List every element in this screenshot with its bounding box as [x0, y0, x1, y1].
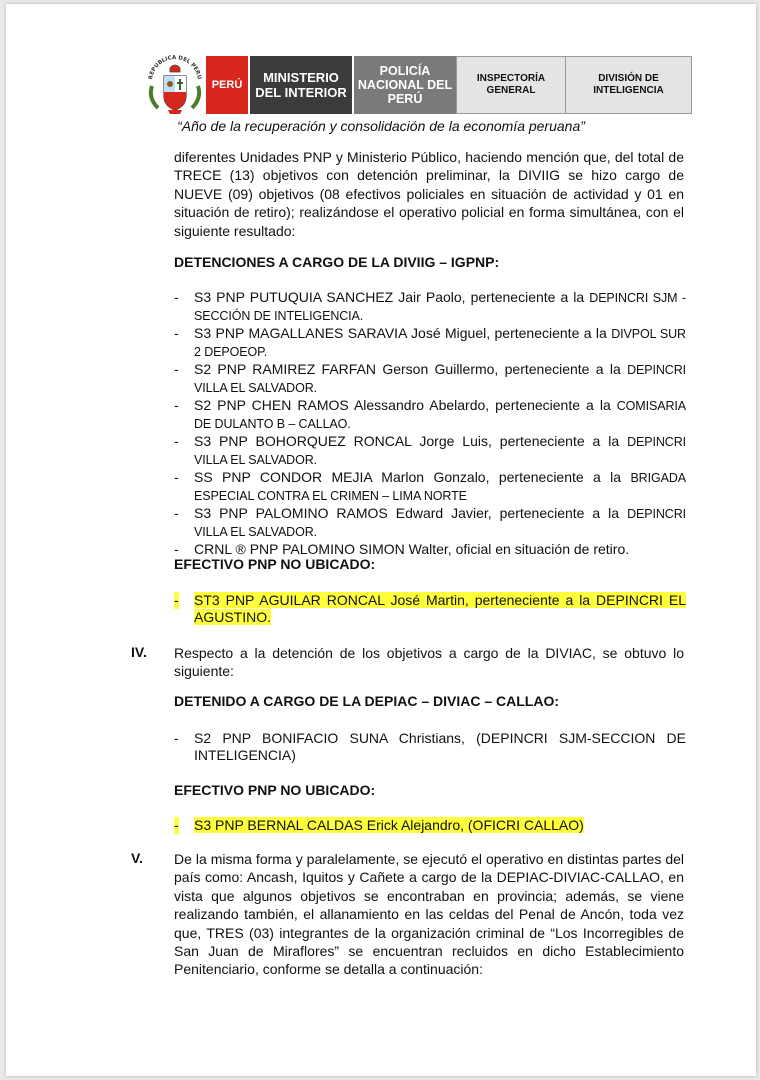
list-item: - S3 PNP PUTUQUIA SANCHEZ Jair Paolo, perteneciente a la DEPINCRI SJM - SECCIÓN DE INTELIGENCIA. [174, 289, 687, 323]
header-peru-label: PERÚ [206, 56, 248, 114]
year-motto: “Año de la recuperación y consolidación de la economía peruana” [177, 118, 585, 134]
document-page [6, 4, 756, 1076]
list-item: - S3 PNP PALOMINO RAMOS Edward Javier, perteneciente a la DEPINCRI VILLA EL SALVADOR. [174, 505, 687, 539]
list-item: - S3 PNP MAGALLANES SARAVIA José Miguel, perteneciente a la DIVPOL SUR 2 DEPOEOP. [174, 325, 686, 359]
detenciones-list [166, 289, 686, 558]
header-ministerio: MINISTERIO DEL INTERIOR [248, 56, 352, 114]
peru-coat-of-arms-icon [144, 52, 206, 118]
list-item: - CRNL ® PNP PALOMINO SIMON Walter, oficial en situación de retiro. [174, 541, 630, 557]
section-v-numeral: V. [131, 850, 143, 866]
highlighted-list-item: - ST3 PNP AGUILAR RONCAL José Martin, perteneciente a la DEPINCRI EL AGUSTINO. [174, 592, 686, 625]
list-item: - S2 PNP BONIFACIO SUNA Christians, (DEPINCRI SJM-SECCION DE INTELIGENCIA) [174, 730, 686, 763]
header-inspectoria: INSPECTORÍA GENERAL [456, 56, 566, 114]
list-item: - S3 PNP BOHORQUEZ RONCAL Jorge Luis, perteneciente a la DEPINCRI VILLA EL SALVADOR. [174, 433, 686, 467]
intro-paragraph: diferentes Unidades PNP y Ministerio Público, haciendo mención que, del total de TRECE (13) objetivos con detención preliminar, la DIVIIG se hizo cargo de NUEVE (09) objetivos (08 efectivos policiales en situación de actividad y 01 en situación de retiro); realizándose el operativo policial en forma simultánea, con el siguiente resultado: [174, 149, 684, 239]
heading-no-ubicado-2: EFECTIVO PNP NO UBICADO: [174, 782, 376, 798]
depiac-list [166, 730, 686, 764]
heading-no-ubicado-1: EFECTIVO PNP NO UBICADO: [174, 556, 376, 572]
svg-text:REPUBLICA DEL PERU: REPUBLICA DEL PERU [148, 54, 202, 80]
list-item: - SS PNP CONDOR MEJIA Marlon Gonzalo, perteneciente a la BRIGADA ESPECIAL CONTRA EL CRIMEN – LIMA NORTE [174, 469, 686, 503]
header-policia: POLICÍA NACIONAL DEL PERÚ [352, 56, 456, 114]
heading-detenciones: DETENCIONES A CARGO DE LA DIVIIG – IGPNP: [174, 254, 500, 270]
highlighted-list-item: - S3 PNP BERNAL CALDAS Erick Alejandro, (OFICRI CALLAO) [174, 817, 584, 833]
section-iv-text: Respecto a la detención de los objetivos a cargo de la DIVIAC, se obtuvo lo siguiente: [174, 645, 684, 680]
section-iv-numeral: IV. [131, 644, 147, 660]
list-item: - S2 PNP RAMIREZ FARFAN Gerson Guillermo, perteneciente a la DEPINCRI VILLA EL SALVADOR. [174, 361, 686, 395]
no-ubicado-list-1 [166, 592, 686, 626]
no-ubicado-list-2 [166, 817, 686, 834]
header-division: DIVISIÓN DE INTELIGENCIA [566, 56, 692, 114]
list-item: - S2 PNP CHEN RAMOS Alessandro Abelardo, perteneciente a la COMISARIA DE DULANTO B – CALLAO. [174, 397, 686, 431]
heading-depiac: DETENIDO A CARGO DE LA DEPIAC – DIVIAC – CALLAO: [174, 693, 560, 709]
section-v-text: De la misma forma y paralelamente, se ejecutó el operativo en distintas partes del país como: Ancash, Iquitos y Cañete a cargo de la DEPIAC-DIVIAC-CALLAO, en vista que algunos objetivos se encontraban en provincia; además, se viene realizando también, el allanamiento en las celdas del Penal de Ancón, toda vez que, TRES (03) integrantes de la organización criminal de “Los Incorregibles de San Juan de Miraflores” se encuentran recluidos en dicho Establecimiento Penitenciario, conforme se detalla a continuación: [174, 851, 684, 978]
